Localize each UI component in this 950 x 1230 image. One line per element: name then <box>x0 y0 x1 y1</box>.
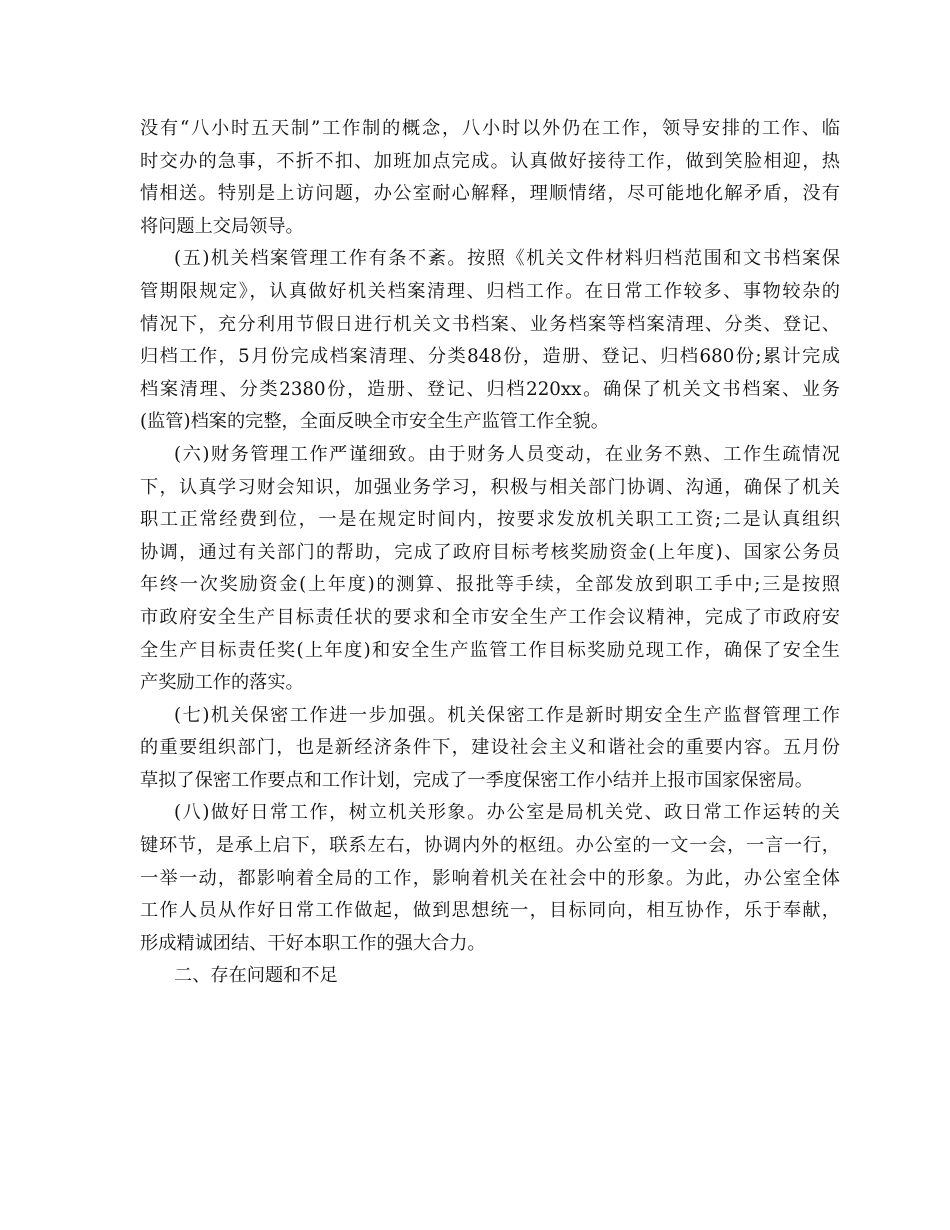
text-line: 一举一动，都影响着全局的工作，影响着机关在社会中的形象。为此，办公室全体 <box>140 867 840 889</box>
text-line: 协调，通过有关部门的帮助，完成了政府目标考核奖励资金(上年度)、国家公务员 <box>140 541 840 563</box>
heading-text: 二、存在问题和不足 <box>174 965 338 987</box>
text-line: 键环节，是承上启下，联系左右，协调内外的枢纽。办公室的一文一会，一言一行， <box>140 835 840 857</box>
section-heading <box>140 960 840 993</box>
paragraph-archives <box>140 243 840 439</box>
text-line: 产奖励工作的落实。 <box>140 672 304 694</box>
text-line: 草拟了保密工作要点和工作计划，完成了一季度保密工作小结并上报市国家保密局。 <box>140 769 813 791</box>
paragraph-confidentiality <box>140 700 840 798</box>
paragraph-finance <box>140 439 840 700</box>
text-line: 的重要组织部门，也是新经济条件下，建设社会主义和谐社会的重要内容。五月份 <box>140 737 840 759</box>
text-line: 管期限规定》，认真做好机关档案清理、归档工作。在日常工作较多、事物较杂的 <box>140 280 840 302</box>
text-line: (五)机关档案管理工作有条不紊。按照《机关文件材料归档范围和文书档案保 <box>174 248 840 270</box>
text-line: 市政府安全生产目标责任状的要求和全市安全生产工作会议精神，完成了市政府安 <box>140 606 840 628</box>
text-line: 归档工作，5月份完成档案清理、分类848份，造册、登记、归档680份;累计完成 <box>140 346 840 368</box>
text-line: 年终一次奖励资金(上年度)的测算、报批等手续，全部发放到职工手中;三是按照 <box>140 574 840 596</box>
text-line: 全生产目标责任奖(上年度)和安全生产监管工作目标奖励兑现工作，确保了安全生 <box>140 639 840 661</box>
text-line: 工作人员从作好日常工作做起，做到思想统一，目标同向，相互协作，乐于奉献， <box>140 900 840 922</box>
text-line: 下，认真学习财会知识，加强业务学习，积极与相关部门协调、沟通，确保了机关 <box>140 476 840 498</box>
text-line: (六)财务管理工作严谨细致。由于财务人员变动，在业务不熟、工作生疏情况 <box>174 443 840 465</box>
text-line: 情相送。特别是上访问题，办公室耐心解释，理顺情绪，尽可能地化解矛盾，没有 <box>140 183 840 205</box>
text-line: 没有“八小时五天制”工作制的概念，八小时以外仍在工作，领导安排的工作、临 <box>140 118 840 139</box>
text-line: (八)做好日常工作，树立机关形象。办公室是局机关党、政日常工作运转的关 <box>174 802 840 824</box>
text-line: (七)机关保密工作进一步加强。机关保密工作是新时期安全生产监督管理工作 <box>174 704 840 726</box>
text-line: 情况下，充分利用节假日进行机关文书档案、业务档案等档案清理、分类、登记、 <box>140 313 840 335</box>
text-line: (监管)档案的完整，全面反映全市安全生产监管工作全貌。 <box>140 411 609 433</box>
text-line: 时交办的急事，不折不扣、加班加点完成。认真做好接待工作，做到笑脸相迎，热 <box>140 150 840 172</box>
document-body <box>140 113 840 993</box>
text-line: 形成精诚团结、干好本职工作的强大合力。 <box>140 932 486 954</box>
paragraph-daily-work <box>140 797 840 960</box>
paragraph-continuation <box>140 113 840 243</box>
text-line: 档案清理、分类2380份，造册、登记、归档220xx。确保了机关文书档案、业务 <box>140 378 840 400</box>
text-line: 将问题上交局领导。 <box>140 215 304 237</box>
text-line: 职工正常经费到位，一是在规定时间内，按要求发放机关职工工资;二是认真组织 <box>140 509 840 531</box>
